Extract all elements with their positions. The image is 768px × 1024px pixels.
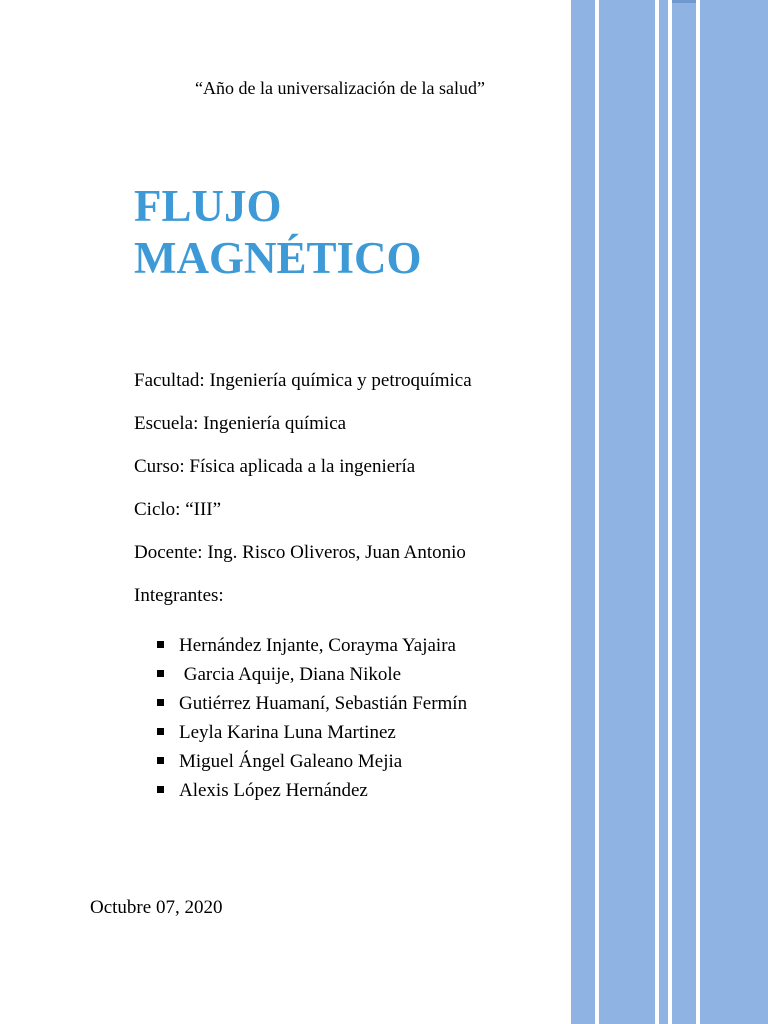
square-bullet-icon: [157, 699, 164, 706]
decorative-stripe: [672, 0, 696, 1024]
document-date: Octubre 07, 2020: [90, 897, 223, 918]
square-bullet-icon: [157, 641, 164, 648]
title-line-2: MAGNÉTICO: [134, 233, 422, 283]
square-bullet-icon: [157, 670, 164, 677]
decorative-stripe: [599, 0, 655, 1024]
list-item: [157, 776, 467, 805]
decorative-stripe: [700, 0, 768, 1024]
member-name: Hernández Injante, Corayma Yajaira: [179, 635, 456, 656]
info-block: [134, 370, 472, 628]
course-line: Curso: Física aplicada a la ingeniería: [134, 456, 416, 477]
members-list: [157, 631, 467, 805]
list-item: [157, 718, 467, 747]
teacher-line: Docente: Ing. Risco Oliveros, Juan Antonio: [134, 542, 466, 563]
members-heading: Integrantes:: [134, 585, 224, 606]
document-title: [134, 180, 422, 284]
member-name: Gutiérrez Huamaní, Sebastián Fermín: [179, 693, 468, 714]
decorative-stripe: [571, 0, 595, 1024]
list-item: [157, 631, 467, 660]
school-line: Escuela: Ingeniería química: [134, 413, 347, 434]
member-name: Alexis López Hernández: [179, 780, 368, 801]
faculty-line: Facultad: Ingeniería química y petroquímica: [134, 370, 472, 391]
motto-text: “Año de la universalización de la salud”: [195, 78, 485, 98]
list-item: [157, 689, 467, 718]
title-line-1: FLUJO: [134, 181, 282, 231]
member-name: Garcia Aquije, Diana Nikole: [179, 664, 402, 685]
member-name: Leyla Karina Luna Martinez: [179, 722, 396, 743]
square-bullet-icon: [157, 757, 164, 764]
cycle-line: Ciclo: “III”: [134, 499, 222, 520]
list-item: [157, 660, 467, 689]
member-name: Miguel Ángel Galeano Mejia: [179, 751, 403, 772]
square-bullet-icon: [157, 786, 164, 793]
decorative-stripe: [659, 0, 668, 1024]
list-item: [157, 747, 467, 776]
square-bullet-icon: [157, 728, 164, 735]
